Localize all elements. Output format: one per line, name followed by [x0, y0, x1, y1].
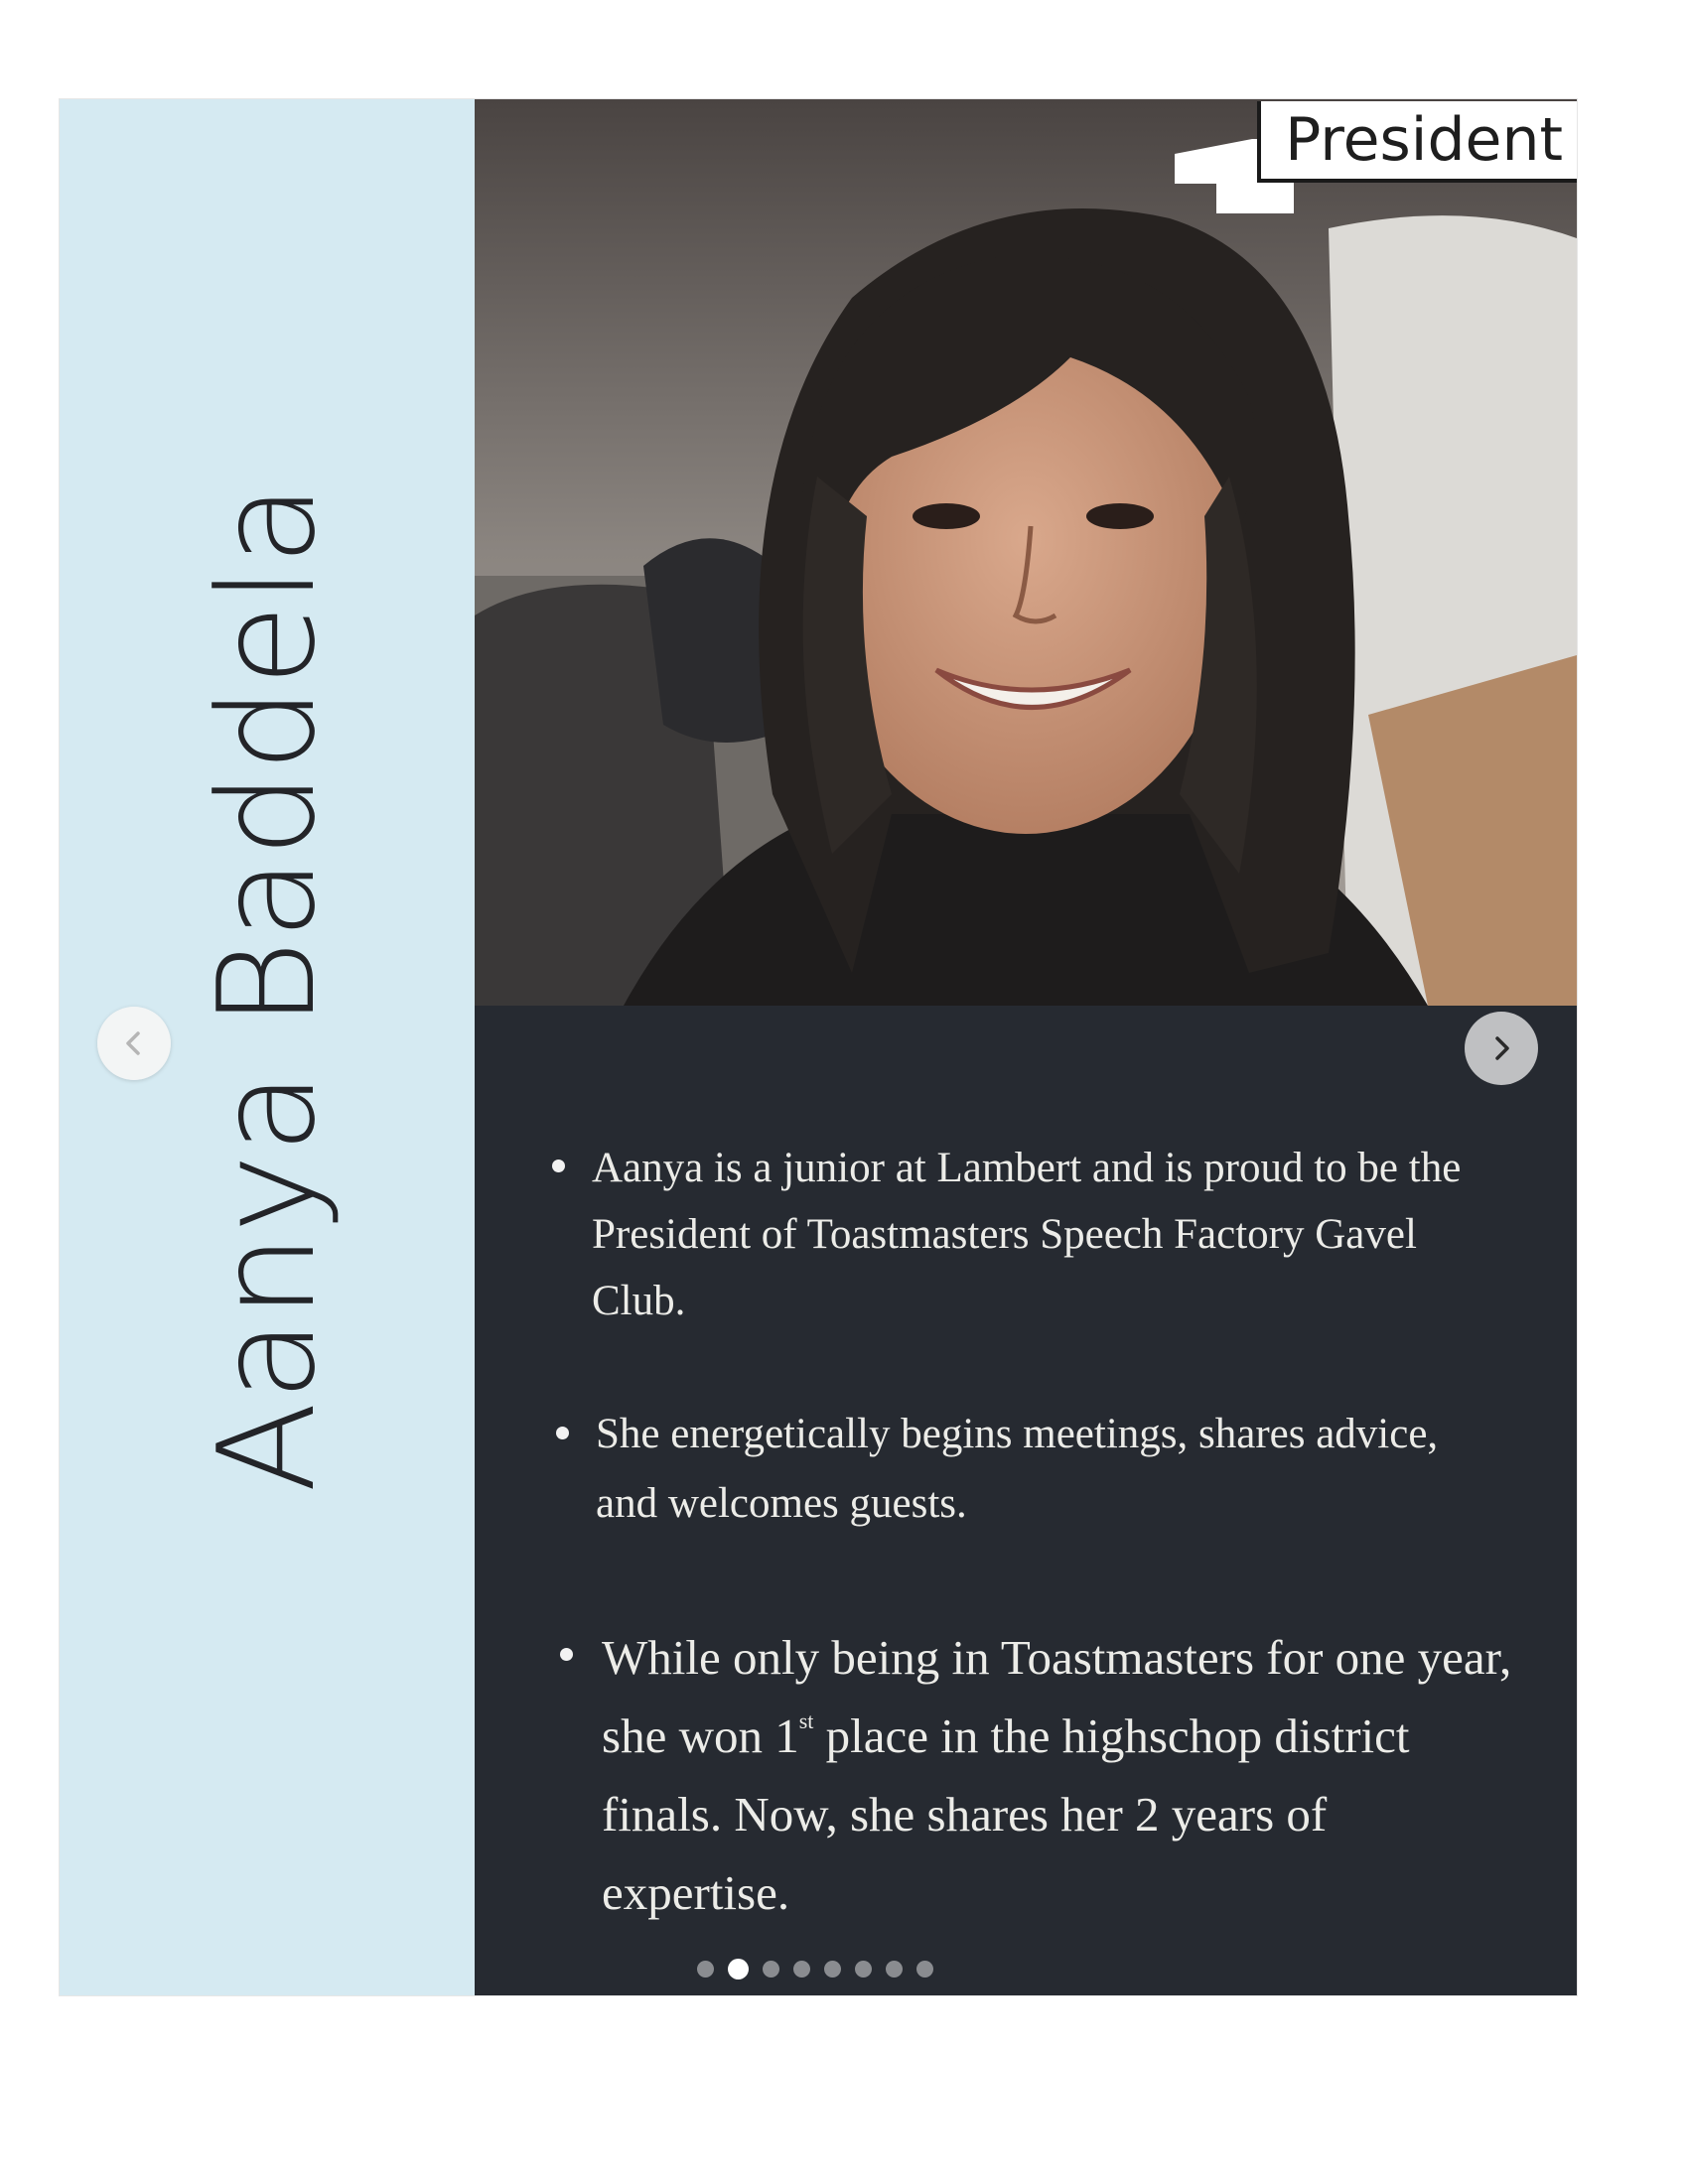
bio-text-start: While only being in Toastmasters for one year, she won 1 — [602, 1630, 1512, 1763]
bio-item — [592, 1135, 1505, 1334]
carousel-dot[interactable] — [793, 1961, 810, 1978]
bio-item — [596, 1400, 1509, 1539]
role-badge — [1257, 101, 1577, 183]
carousel-dot[interactable] — [824, 1961, 841, 1978]
carousel-dot[interactable] — [886, 1961, 903, 1978]
bullet-icon — [556, 1427, 569, 1439]
bio-item — [602, 1618, 1515, 1932]
carousel-prev-button[interactable] — [97, 1007, 171, 1080]
chevron-right-icon — [1486, 1033, 1516, 1063]
carousel-dot[interactable] — [728, 1959, 749, 1979]
carousel-dot[interactable] — [916, 1961, 933, 1978]
chevron-left-icon — [119, 1028, 149, 1058]
ordinal-suffix: st — [798, 1708, 814, 1733]
role-label: President — [1285, 105, 1563, 175]
bullet-icon — [560, 1648, 573, 1661]
carousel-dot[interactable] — [763, 1961, 779, 1978]
bio-text: She energetically begins meetings, shares advice, and welcomes guests. — [596, 1411, 1439, 1527]
bio-text: Aanya is a junior at Lambert and is proud to be the President of Toastmasters Speech Factory Gavel Club. — [592, 1145, 1462, 1324]
carousel-pagination — [697, 1959, 933, 1979]
officer-card — [60, 99, 1577, 1995]
bio-panel — [475, 1006, 1577, 1995]
portrait-illustration — [475, 99, 1577, 1006]
bio-text-end: place in the highschop district finals. Now, she shares her 2 years of expertise. — [602, 1708, 1410, 1920]
carousel-next-button[interactable] — [1465, 1012, 1538, 1085]
bullet-icon — [552, 1160, 565, 1172]
carousel-dot[interactable] — [697, 1961, 714, 1978]
officer-name: Aanya Baddela — [190, 482, 345, 1493]
carousel-dot[interactable] — [855, 1961, 872, 1978]
officer-photo — [475, 99, 1577, 1006]
